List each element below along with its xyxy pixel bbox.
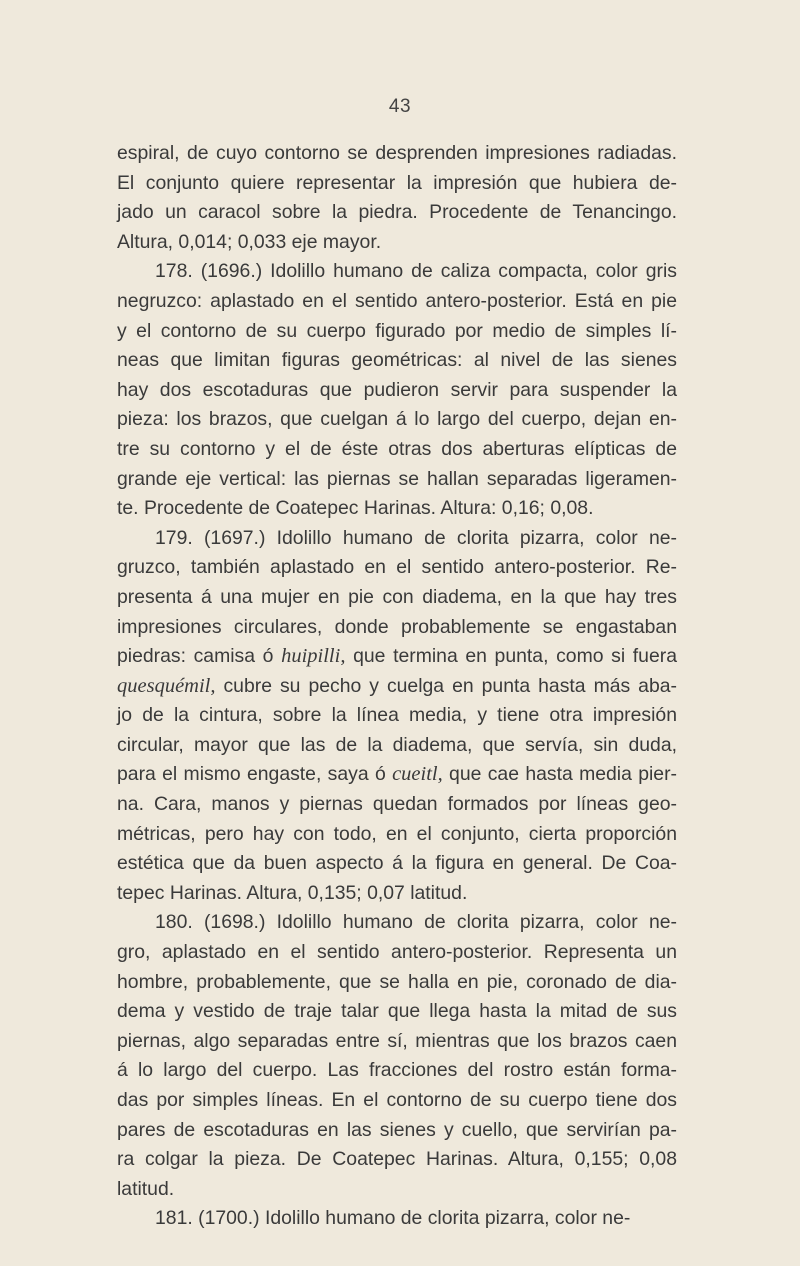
- text-line: [117, 820, 677, 850]
- text-segment: tepec Harinas. Altura, 0,135; 0,07 latitud.: [117, 881, 468, 904]
- text-segment: negruzco: aplastado en el sentido antero-posterior. Está en pie: [117, 289, 677, 312]
- text-segment: piedras: camisa ó: [117, 645, 282, 668]
- text-segment: gro, aplastado en el sentido antero-posterior. Representa un: [117, 941, 677, 964]
- text-segment: das por simples líneas. En el contorno de su cuerpo tiene dos: [117, 1089, 677, 1111]
- text-line: [117, 553, 677, 583]
- text-segment: y el contorno de su cuerpo figurado por medio de simples lí-: [117, 319, 677, 342]
- text-segment: jo de la cintura, sobre la línea media, y tiene otra impresión: [117, 704, 677, 727]
- text-segment: jado un caracol sobre la piedra. Procedente de Tenancingo.: [117, 201, 677, 224]
- text-segment: ra colgar la pieza. De Coatepec Harinas. Altura, 0,155; 0,08: [117, 1148, 677, 1171]
- text-segment: impresiones circulares, donde probablemente se engastaban: [117, 615, 677, 638]
- text-line: [117, 908, 677, 938]
- text-line: [117, 938, 677, 968]
- text-segment: latitud.: [117, 1177, 175, 1200]
- text-line: [117, 139, 677, 169]
- text-line: [117, 1027, 677, 1057]
- text-segment: cubre su pecho y cuelga en punta hasta más aba-: [215, 674, 677, 697]
- text-segment: hay dos escotaduras que pudieron servir para suspender la: [117, 378, 677, 401]
- text-line: [117, 465, 677, 495]
- text-segment: que cae hasta media pier-: [442, 763, 677, 786]
- text-segment: espiral, de cuyo contorno se desprenden impresiones radiadas.: [117, 142, 677, 164]
- text-segment: na. Cara, manos y piernas quedan formados por líneas geo-: [117, 793, 677, 816]
- text-line: [117, 790, 677, 820]
- text-line: [117, 1145, 677, 1175]
- text-line: [117, 317, 677, 347]
- text-segment: pieza: los brazos, que cuelgan á lo largo del cuerpo, dejan en-: [117, 408, 677, 431]
- text-line: [117, 642, 677, 672]
- text-line: [117, 968, 677, 998]
- text-line: [117, 672, 677, 702]
- text-line: [117, 1204, 677, 1234]
- text-segment: circular, mayor que las de la diadema, que servía, sin duda,: [117, 733, 677, 756]
- text-line: [117, 849, 677, 879]
- text-line: [117, 405, 677, 435]
- text-line: [117, 760, 677, 790]
- text-segment: presenta á una mujer en pie con diadema, en la que hay tres: [117, 585, 677, 608]
- text-segment: Altura, 0,014; 0,033 eje mayor.: [117, 230, 382, 253]
- text-line: [117, 524, 677, 554]
- text-line: [117, 613, 677, 643]
- text-segment: 180. (1698.) Idolillo humano de clorita pizarra, color ne-: [155, 911, 677, 934]
- text-segment: para el mismo engaste, saya ó: [117, 763, 393, 786]
- text-segment: hombre, probablemente, que se halla en pie, coronado de dia-: [117, 970, 677, 993]
- text-segment: El conjunto quiere representar la impresión que hubiera de-: [117, 171, 677, 194]
- text-segment: estética que da buen aspecto á la figura en general. De Coa-: [117, 852, 677, 875]
- body-text: [117, 139, 677, 1234]
- text-line: [117, 1175, 677, 1205]
- text-line: [117, 435, 677, 465]
- text-segment: que termina en punta, como si fuera: [345, 645, 677, 668]
- text-line: [117, 257, 677, 287]
- text-line: [117, 701, 677, 731]
- text-line: [117, 1056, 677, 1086]
- text-segment: 179. (1697.) Idolillo humano de clorita pizarra, color ne-: [155, 526, 677, 549]
- text-segment: á lo largo del cuerpo. Las fracciones del rostro están forma-: [117, 1059, 677, 1082]
- text-line: [117, 879, 677, 909]
- text-segment: grande eje vertical: las piernas se hallan separadas ligeramen-: [117, 467, 677, 490]
- text-segment: pares de escotaduras en las sienes y cuello, que servirían pa-: [117, 1118, 677, 1141]
- text-line: [117, 494, 677, 524]
- text-segment: gruzco, también aplastado en el sentido antero-posterior. Re-: [117, 556, 677, 579]
- page-number: 43: [388, 96, 412, 117]
- italic-term: quesquémil,: [117, 674, 216, 697]
- text-line: [117, 376, 677, 406]
- italic-term: cueitl,: [392, 763, 443, 786]
- text-line: [117, 198, 677, 228]
- text-segment: 181. (1700.) Idolillo humano de clorita pizarra, color ne-: [155, 1207, 631, 1230]
- text-line: [117, 169, 677, 199]
- text-segment: neas que limitan figuras geométricas: al nivel de las sienes: [117, 349, 677, 372]
- text-line: [117, 997, 677, 1027]
- text-line: [117, 731, 677, 761]
- text-segment: métricas, pero hay con todo, en el conjunto, cierta proporción: [117, 822, 677, 845]
- text-line: [117, 287, 677, 317]
- text-segment: 178. (1696.) Idolillo humano de caliza compacta, color gris: [155, 260, 677, 283]
- text-segment: tre su contorno y el de éste otras dos aberturas elípticas de: [117, 437, 677, 460]
- text-line: [117, 1086, 677, 1116]
- text-segment: piernas, algo separadas entre sí, mientras que los brazos caen: [117, 1029, 677, 1052]
- text-line: [117, 1116, 677, 1146]
- text-segment: dema y vestido de traje talar que llega hasta la mitad de sus: [117, 1000, 677, 1023]
- text-segment: te. Procedente de Coatepec Harinas. Altura: 0,16; 0,08.: [117, 497, 594, 520]
- text-line: [117, 583, 677, 613]
- italic-term: huipilli,: [281, 645, 346, 668]
- text-line: [117, 228, 677, 258]
- text-line: [117, 346, 677, 376]
